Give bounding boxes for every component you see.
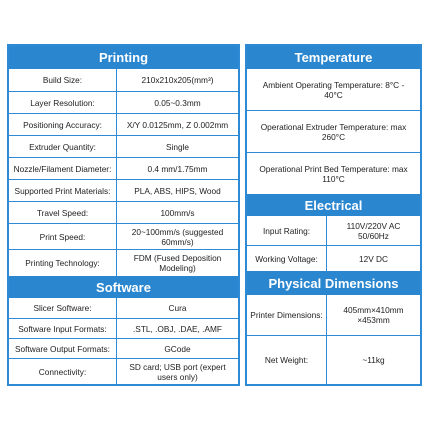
table-row: [9, 157, 238, 179]
printing-header: Printing: [9, 46, 238, 69]
spec-value: ~11kg: [362, 355, 385, 365]
spec-label: Connectivity:: [9, 359, 117, 384]
spec-value: 0.05~0.3mm: [154, 97, 201, 108]
spec-value: 100mm/s: [160, 207, 195, 218]
spec-value: 405mm×410mm ×453mm: [343, 305, 404, 325]
spec-value: GCode: [164, 343, 191, 354]
spec-value: 20~100mm/s (suggested 60mm/s): [131, 226, 224, 247]
spec-label: Input Rating:: [247, 216, 327, 245]
table-row: [247, 69, 420, 110]
spec-value: Cura: [168, 303, 187, 313]
spec-label: Extruder Quantity:: [9, 136, 117, 157]
spec-label: Software Input Formats:: [9, 319, 117, 338]
table-row: [9, 223, 238, 249]
spec-label: Working Voltage:: [247, 246, 327, 271]
table-row: [9, 135, 238, 157]
right-spec-table: [245, 44, 422, 386]
spec-label: Software Output Formats:: [9, 339, 117, 358]
table-row: [247, 110, 420, 152]
spec-label: Printer Dimensions:: [247, 295, 327, 335]
spec-value: 110V/220V AC 50/60Hz: [346, 220, 401, 241]
left-spec-table: [7, 44, 240, 386]
spec-value: Single: [165, 141, 190, 152]
table-row: [9, 338, 238, 358]
table-row: [9, 91, 238, 113]
spec-value: 12V DC: [358, 253, 389, 264]
table-row: [9, 358, 238, 384]
table-row: [9, 249, 238, 276]
spec-value: X/Y 0.0125mm, Z 0.002mm: [126, 119, 229, 130]
spec-value: .STL, .OBJ, .DAE, .AMF: [133, 323, 222, 334]
spec-label: Net Weight:: [247, 336, 327, 384]
spec-value: SD card; USB port (expert users only): [129, 361, 226, 382]
spec-text: Operational Extruder Temperature: max 260°C: [260, 121, 407, 142]
spec-text: Ambient Operating Temperature: 8°C - 40°C: [262, 79, 405, 100]
physical-dimensions-header: Physical Dimensions: [247, 271, 420, 295]
table-row: [247, 152, 420, 194]
spec-label: Layer Resolution:: [9, 92, 117, 113]
spec-label: Travel Speed:: [9, 202, 117, 223]
software-header: Software: [9, 276, 238, 298]
spec-label: Build Size:: [9, 69, 117, 91]
table-row: [9, 113, 238, 135]
table-row: [9, 69, 238, 91]
table-row: [247, 216, 420, 245]
table-row: [9, 298, 238, 318]
spec-value: 0.4 mm/1.75mm: [147, 163, 208, 174]
table-row: [247, 245, 420, 271]
spec-label: Positioning Accuracy:: [9, 114, 117, 135]
spec-label: Slicer Software:: [9, 298, 117, 318]
spec-value: FDM (Fused Deposition Modeling): [133, 253, 222, 273]
spec-text: Operational Print Bed Temperature: max 110°C: [259, 163, 408, 184]
table-row: [247, 295, 420, 335]
table-row: [9, 201, 238, 223]
spec-value: 210x210x205(mm³): [141, 75, 214, 85]
spec-label: Supported Print Materials:: [9, 180, 117, 201]
spec-label: Print Speed:: [9, 224, 117, 249]
table-row: [9, 179, 238, 201]
temperature-header: Temperature: [247, 46, 420, 69]
table-row: [247, 335, 420, 384]
spec-value: PLA, ABS, HIPS, Wood: [134, 185, 221, 196]
table-row: [9, 318, 238, 338]
spec-label: Nozzle/Filament Diameter:: [9, 158, 117, 179]
spec-label: Printing Technology:: [9, 250, 117, 276]
electrical-header: Electrical: [247, 194, 420, 216]
